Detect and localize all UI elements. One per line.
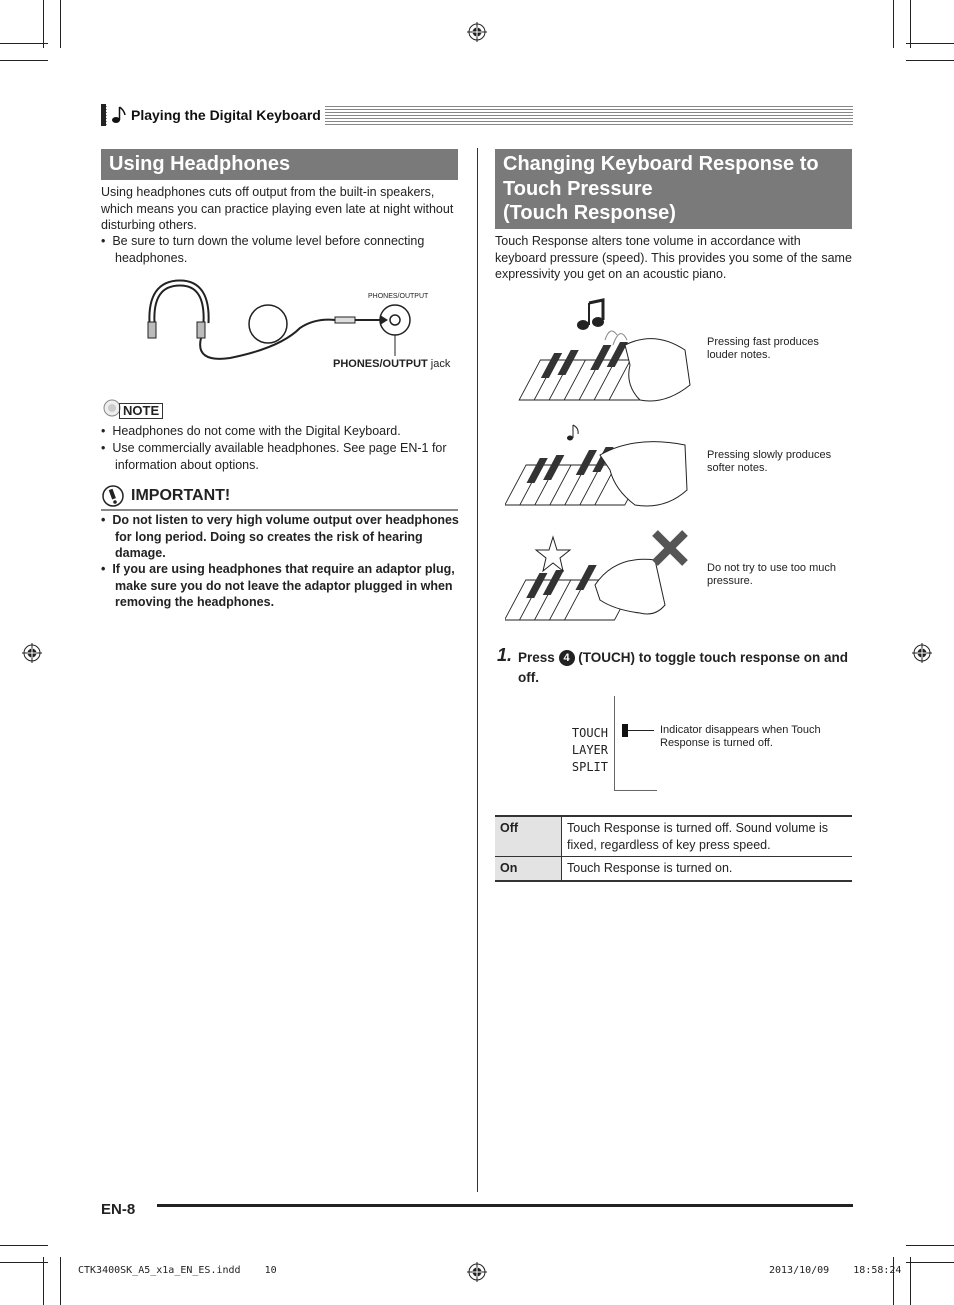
crop-mark <box>43 1257 44 1305</box>
table-row <box>495 816 852 857</box>
phones-output-caption <box>333 358 450 370</box>
crop-mark <box>0 60 48 61</box>
caption-pressure: Do not try to use too much pressure. <box>707 562 837 587</box>
lcd-edge <box>614 696 615 791</box>
headphones-bullet: • Be sure to turn down the volume level before connecting headphones. <box>101 234 425 265</box>
header-left-bar <box>101 104 106 126</box>
lcd-label-touch: TOUCH <box>571 726 608 740</box>
registration-mark-icon <box>467 22 487 42</box>
crop-mark <box>906 60 954 61</box>
important-label: IMPORTANT! <box>131 487 231 504</box>
footer-rule <box>157 1204 853 1207</box>
header-label <box>107 104 325 126</box>
note-item-text: Use commercially available headphones. See page EN-1 for information about options. <box>112 441 447 472</box>
crop-mark <box>0 43 48 44</box>
lcd-label-layer: LAYER <box>571 743 608 757</box>
note-item-text: Headphones do not come with the Digital Keyboard. <box>112 424 401 438</box>
note-heading <box>101 397 171 421</box>
important-item: • If you are using headphones that require an adaptor plug, make sure you do not leave the adaptor plugged in when removing the headphones. <box>101 562 455 609</box>
headphones-illustration <box>140 278 420 363</box>
registration-mark-icon <box>22 643 42 663</box>
page-number: EN-8 <box>101 1201 136 1218</box>
title-line: Touch Pressure <box>503 177 653 200</box>
crop-mark <box>43 0 44 48</box>
title-line: Changing Keyboard Response to <box>503 153 819 175</box>
touch-response-intro: Touch Response alters tone volume in accordance with keyboard pressure (speed). This provides you some of the same expressivity you get on an acoustic piano. <box>495 234 852 281</box>
date-info: 2013/10/09 18:58:24 <box>769 1265 902 1276</box>
music-note-icon <box>111 106 127 124</box>
headphones-bullet-text: Be sure to turn down the volume level before connecting headphones. <box>112 234 425 265</box>
step-number: 1. <box>497 645 513 665</box>
crop-mark <box>893 0 894 48</box>
header-section-title: Playing the Digital Keyboard <box>131 107 321 123</box>
title-line: (Touch Response) <box>503 202 676 224</box>
important-heading <box>101 485 458 511</box>
too-much-pressure-illustration <box>505 525 695 630</box>
crop-mark <box>906 1245 954 1246</box>
crop-mark <box>60 1257 61 1305</box>
phones-output-caption-rest: jack <box>427 358 451 370</box>
table-key: On <box>495 857 562 881</box>
section-title-headphones: Using Headphones <box>101 149 458 180</box>
table-row <box>495 857 852 881</box>
file-info: CTK3400SK_A5_x1a_EN_ES.indd 10 <box>78 1265 277 1276</box>
crop-mark <box>0 1262 48 1263</box>
caption-fast: Pressing fast produces louder notes. <box>707 336 819 361</box>
crop-mark <box>906 1262 954 1263</box>
table-desc: Touch Response is turned on. <box>567 861 733 875</box>
warning-icon <box>101 485 127 507</box>
headphones-intro: Using headphones cuts off output from the built-in speakers, which means you can practice playing even late at night without disturbing others. <box>101 185 454 232</box>
column-divider <box>477 148 478 1192</box>
touch-response-table <box>495 815 852 882</box>
note-item: • Use commercially available headphones. See page EN-1 for information about options. <box>101 441 447 472</box>
important-item: • Do not listen to very high volume output over headphones for long period. Doing so creates the risk of hearing damage. <box>101 513 459 560</box>
fast-press-illustration <box>505 295 695 410</box>
lcd-label-split: SPLIT <box>571 760 608 774</box>
important-item-text: Do not listen to very high volume output over headphones for long period. Doing so creates the risk of hearing damage. <box>112 513 459 560</box>
crop-mark <box>60 0 61 48</box>
crop-mark <box>910 0 911 48</box>
phones-output-tiny-label: PHONES/OUTPUT <box>368 293 429 300</box>
phones-output-caption-bold: PHONES/OUTPUT <box>333 358 428 370</box>
step-text-a: Press <box>518 650 559 665</box>
indicator-leader-line <box>628 730 654 731</box>
running-header <box>101 104 853 126</box>
slow-press-illustration <box>505 420 695 515</box>
caption-slow: Pressing slowly produces softer notes. <box>707 449 832 474</box>
indicator-note: Indicator disappears when Touch Response is turned off. <box>660 724 821 749</box>
section-title-touch-response <box>495 149 852 229</box>
table-key: Off <box>495 816 562 857</box>
table-desc: Touch Response is turned off. Sound volume is fixed, regardless of key press speed. <box>567 821 829 852</box>
lcd-labels <box>560 725 608 776</box>
step-instruction <box>518 648 852 688</box>
lcd-edge-bottom <box>614 790 657 791</box>
crop-mark <box>910 1257 911 1305</box>
registration-mark-icon <box>467 1262 487 1282</box>
note-label: NOTE <box>119 403 163 419</box>
crop-mark <box>906 43 954 44</box>
registration-mark-icon <box>912 643 932 663</box>
important-item-text: If you are using headphones that require an adaptor plug, make sure you do not leave the adaptor plugged in when removing the headphones. <box>112 562 455 609</box>
note-item: • Headphones do not come with the Digital Keyboard. <box>101 424 401 438</box>
crop-mark <box>0 1245 48 1246</box>
touch-key-badge: 4 <box>559 650 575 666</box>
step-text-b: (TOUCH) to toggle touch response on and off. <box>518 650 849 685</box>
